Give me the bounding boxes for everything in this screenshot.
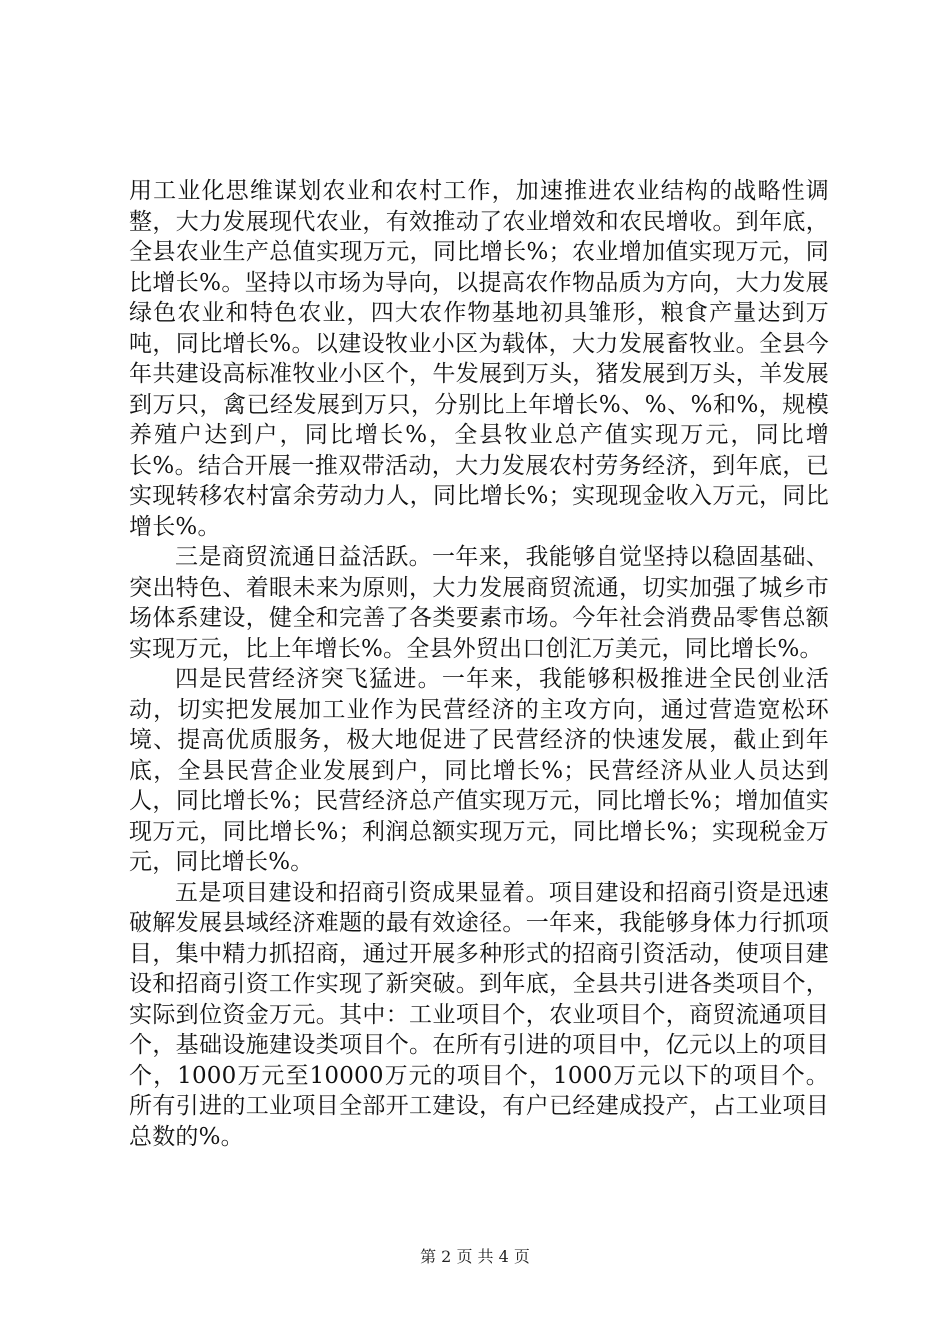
body-text — [129, 176, 829, 1152]
paragraph-private-economy: 四是民营经济突飞猛进。一年来，我能够积极推进全民创业活动，切实把发展加工业作为民营经济的主攻方向，通过营造宽松环境、提高优质服务，极大地促进了民营经济的快速发展，截止到年底，全县民营企业发展到户，同比增长%；民营经济从业人员达到人，同比增长%；民营经济总产值实现万元，同比增长%；增加值实现万元，同比增长%；利润总额实现万元，同比增长%；实现税金万元，同比增长%。 — [129, 666, 829, 875]
paragraph-agriculture: 用工业化思维谋划农业和农村工作，加速推进农业结构的战略性调整，大力发展现代农业，有效推动了农业增效和农民增收。到年底，全县农业生产总值实现万元，同比增长%；农业增加值实现万元，同比增长%。坚持以市场为导向，以提高农作物品质为方向，大力发展绿色农业和特色农业，四大农作物基地初具雏形，粮食产量达到万吨，同比增长%。以建设牧业小区为载体，大力发展畜牧业。全县今年共建设高标准牧业小区个，牛发展到万头，猪发展到万头，羊发展到万只，禽已经发展到万只，分别比上年增长%、%、%和%，规模养殖户达到户，同比增长%，全县牧业总产值实现万元，同比增长%。结合开展一推双带活动，大力发展农村劳务经济，到年底，已实现转移农村富余劳动力人，同比增长%；实现现金收入万元，同比增长%。 — [129, 178, 829, 540]
paragraph-commerce: 三是商贸流通日益活跃。一年来，我能够自觉坚持以稳固基础、突出特色、着眼未来为原则，大力发展商贸流通，切实加强了城乡市场体系建设，健全和完善了各类要素市场。今年社会消费品零售总额实现万元，比上年增长%。全县外贸出口创汇万美元，同比增长%。 — [129, 544, 829, 662]
paragraph-investment: 五是项目建设和招商引资成果显着。项目建设和招商引资是迅速破解发展县域经济难题的最有效途径。一年来，我能够身体力行抓项目，集中精力抓招商，通过开展多种形式的招商引资活动，使项目建设和招商引资工作实现了新突破。到年底，全县共引进各类项目个，实际到位资金万元。其中：工业项目个，农业项目个，商贸流通项目个，基础设施建设类项目个。在所有引进的项目中，亿元以上的项目个，1000万元至10000万元的项目个，1000万元以下的项目个。所有引进的工业项目全部开工建设，有户已经建成投产，占工业项目总数的%。 — [129, 879, 829, 1150]
page-footer: 第 2 页 共 4 页 — [420, 1247, 530, 1266]
